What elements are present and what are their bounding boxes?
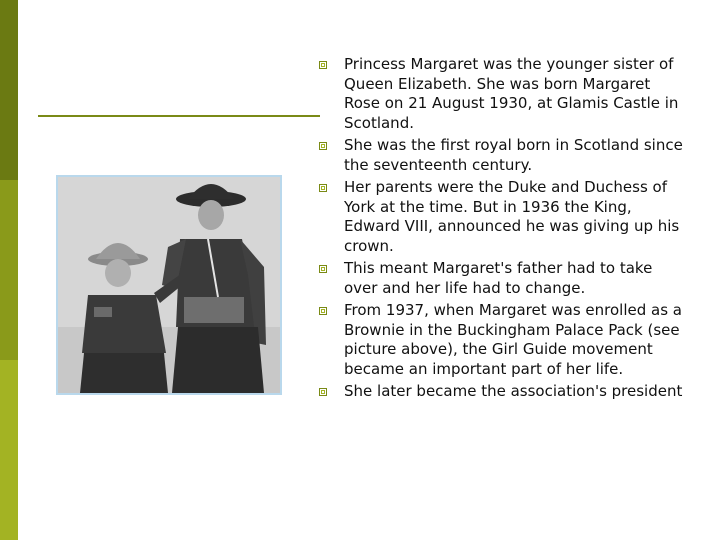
historical-photo <box>56 175 282 395</box>
bullet-item <box>318 55 688 133</box>
photo-icon <box>58 177 280 393</box>
bullet-item <box>318 259 688 298</box>
bullet-list <box>318 55 688 405</box>
bullet-item <box>318 382 688 402</box>
square-bullet-icon <box>319 265 327 273</box>
square-bullet-icon <box>319 388 327 396</box>
bullet-item <box>318 178 688 256</box>
bullet-text: From 1937, when Margaret was enrolled as a Brownie in the Buckingham Palace Pack (see picture above), the Girl Guide movement became an important part of her life. <box>344 301 682 378</box>
bullet-item <box>318 301 688 379</box>
left-accent-bar-middle <box>0 180 18 360</box>
bullet-text: She later became the association's president <box>344 382 683 400</box>
bullet-text: She was the first royal born in Scotland since the seventeenth century. <box>344 136 683 174</box>
square-bullet-icon <box>319 61 327 69</box>
square-bullet-icon <box>319 184 327 192</box>
left-accent-bar-bottom <box>0 360 18 540</box>
bullet-text: Princess Margaret was the younger sister of Queen Elizabeth. She was born Margaret Rose on 21 August 1930, at Glamis Castle in Scotland. <box>344 55 679 132</box>
square-bullet-icon <box>319 307 327 315</box>
left-accent-bar-top <box>0 0 18 180</box>
bullet-text: This meant Margaret's father had to take over and her life had to change. <box>344 259 653 297</box>
bullet-text: Her parents were the Duke and Duchess of York at the time. But in 1936 the King, Edward VIII, announced he was giving up his crown. <box>344 178 680 255</box>
horizontal-divider <box>38 115 320 117</box>
square-bullet-icon <box>319 142 327 150</box>
bullet-item <box>318 136 688 175</box>
